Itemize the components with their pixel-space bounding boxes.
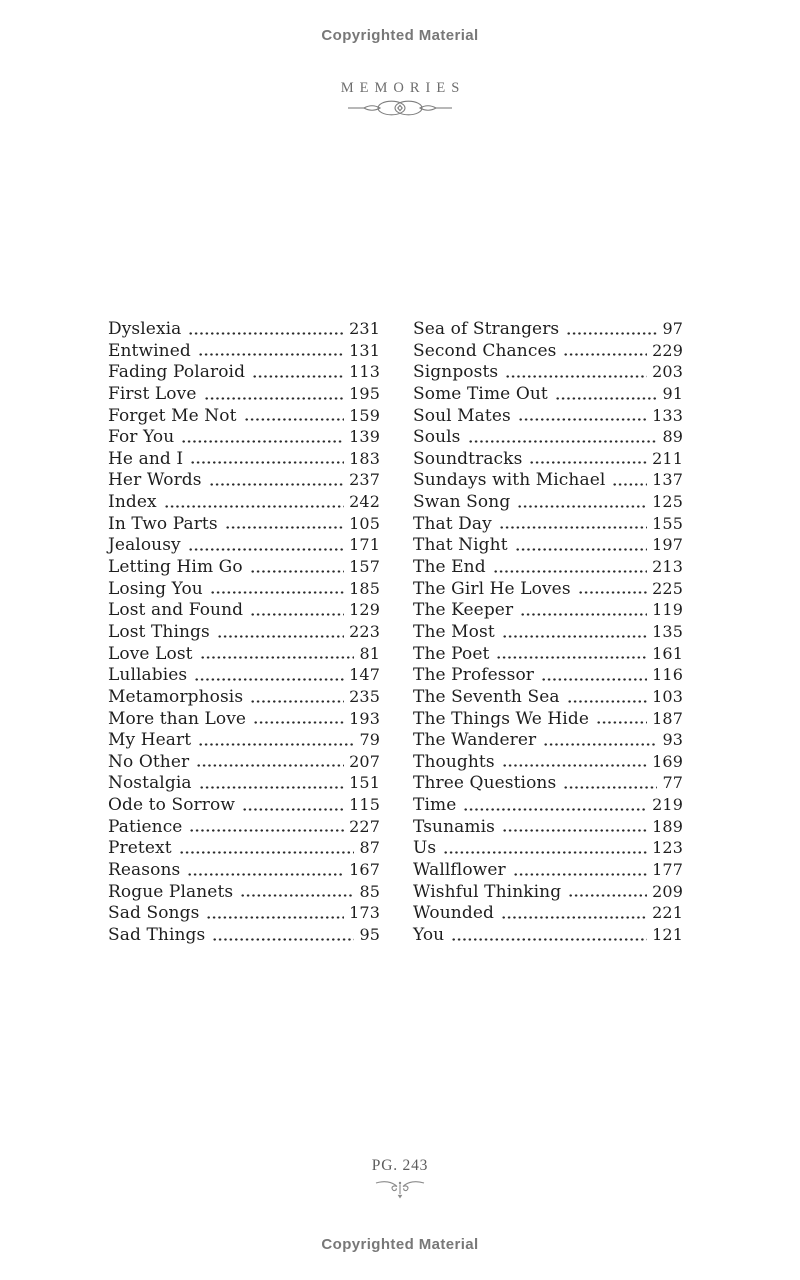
toc-entry-title: You <box>413 924 445 945</box>
toc-right-column <box>413 318 683 946</box>
toc-entry <box>413 881 683 903</box>
toc-entry-title: No Other <box>108 751 190 772</box>
toc-entry-page: 159 <box>349 405 380 425</box>
toc-entry-title: In Two Parts <box>108 513 218 534</box>
dot-leader <box>612 483 647 486</box>
toc-entry <box>108 772 380 794</box>
toc-entry-title: Thoughts <box>413 751 495 772</box>
toc-entry-page: 193 <box>349 708 380 728</box>
toc-entry-title: The Wanderer <box>413 730 537 751</box>
toc-entry-page: 103 <box>652 686 683 706</box>
dot-leader <box>200 656 355 659</box>
toc-entry-page: 227 <box>349 816 380 836</box>
toc-entry-title: Wounded <box>413 903 494 924</box>
toc-entry-page: 87 <box>359 838 380 858</box>
toc-entry-page: 79 <box>359 730 380 750</box>
toc-entry <box>108 621 380 643</box>
book-header <box>0 77 800 97</box>
toc-entry-title: Swan Song <box>413 492 511 513</box>
toc-entry <box>108 794 380 816</box>
toc-entry-page: 242 <box>349 492 380 512</box>
toc-entry-title: Jealousy <box>108 535 181 556</box>
dot-leader <box>210 591 344 594</box>
toc-entry-page: 123 <box>652 838 683 858</box>
dot-leader <box>567 700 648 703</box>
toc-entry-title: Wishful Thinking <box>413 881 562 902</box>
toc-entry <box>413 513 683 535</box>
toc-entry-title: The Seventh Sea <box>413 686 560 707</box>
dot-leader <box>541 678 647 681</box>
dot-leader <box>517 505 647 508</box>
dot-leader <box>520 613 647 616</box>
toc-entry-page: 213 <box>652 557 683 577</box>
toc-entry <box>108 729 380 751</box>
toc-entry-page: 157 <box>349 557 380 577</box>
toc-entry-title: For You <box>108 427 175 448</box>
toc-entry <box>413 448 683 470</box>
page-number-label: PG. 243 <box>371 1157 429 1174</box>
toc-entry <box>413 318 683 340</box>
toc-entry <box>413 599 683 621</box>
toc-entry <box>413 534 683 556</box>
toc-entry-page: 237 <box>349 470 380 490</box>
dot-leader <box>543 743 657 746</box>
dot-leader <box>563 786 657 789</box>
toc-entry-page: 161 <box>652 643 683 663</box>
toc-entry <box>413 729 683 751</box>
dot-leader <box>501 916 647 919</box>
toc-entry <box>108 340 380 362</box>
toc-left-column <box>108 318 380 946</box>
toc-entry <box>108 318 380 340</box>
toc-entry <box>413 664 683 686</box>
toc-entry-title: Us <box>413 838 437 859</box>
dot-leader <box>596 721 647 724</box>
dot-leader <box>206 916 344 919</box>
toc-entry-page: 221 <box>652 903 683 923</box>
dot-leader <box>463 808 647 811</box>
toc-entry-title: Ode to Sorrow <box>108 795 235 816</box>
toc-entry-title: More than Love <box>108 708 247 729</box>
toc-entry <box>413 751 683 773</box>
toc-entry-title: The Girl He Loves <box>413 578 571 599</box>
toc-entry-page: 105 <box>349 513 380 533</box>
toc-entry-title: He and I <box>108 448 184 469</box>
toc-entry-page: 171 <box>349 535 380 555</box>
dot-leader <box>502 764 647 767</box>
dot-leader <box>568 894 647 897</box>
toc-entry <box>413 859 683 881</box>
toc-entry-title: Wallflower <box>413 860 506 881</box>
toc-entry <box>108 383 380 405</box>
toc-entry-title: The Most <box>413 621 495 642</box>
toc-entry <box>108 859 380 881</box>
toc-entry <box>108 448 380 470</box>
toc-entry <box>413 340 683 362</box>
toc-entry-page: 85 <box>359 881 380 901</box>
toc-entry <box>108 902 380 924</box>
toc-entry-page: 231 <box>349 319 380 338</box>
toc-entry <box>413 902 683 924</box>
toc-entry-page: 113 <box>349 362 380 382</box>
dot-leader <box>190 461 344 464</box>
toc-entry <box>413 643 683 665</box>
toc-entry <box>413 469 683 491</box>
dot-leader <box>217 635 344 638</box>
toc-entry-page: 121 <box>652 924 683 944</box>
infinity-flourish-icon <box>348 96 452 120</box>
toc-entry <box>108 491 380 513</box>
toc-entry-page: 167 <box>349 860 380 880</box>
toc-entry-page: 185 <box>349 578 380 598</box>
toc-entry-title: Patience <box>108 816 183 837</box>
toc-entry-title: Second Chances <box>413 340 557 361</box>
toc-entry-page: 137 <box>652 470 683 490</box>
toc-entry-title: Letting Him Go <box>108 557 243 578</box>
dot-leader <box>563 353 647 356</box>
toc-entry-page: 209 <box>652 881 683 901</box>
dot-leader <box>493 570 647 573</box>
toc-entry-page: 203 <box>652 362 683 382</box>
dot-leader <box>181 440 344 443</box>
toc-entry-title: Souls <box>413 427 461 448</box>
toc-entry <box>108 708 380 730</box>
toc-entry-title: Losing You <box>108 578 203 599</box>
dot-leader <box>198 743 354 746</box>
dot-leader <box>189 829 344 832</box>
toc-entry <box>108 405 380 427</box>
dot-leader <box>252 375 344 378</box>
toc-entry <box>108 599 380 621</box>
dot-leader <box>196 764 344 767</box>
toc-entry-page: 147 <box>349 665 380 685</box>
toc-entry <box>108 578 380 600</box>
dot-leader <box>443 851 647 854</box>
toc-entry <box>413 361 683 383</box>
dot-leader <box>198 353 344 356</box>
toc-entry <box>413 794 683 816</box>
toc-entry-title: The Poet <box>413 643 490 664</box>
toc-entry-title: Sea of Strangers <box>413 319 560 339</box>
dot-leader <box>199 786 345 789</box>
toc-entry-title: Love Lost <box>108 643 193 664</box>
toc-entry-title: Soundtracks <box>413 448 523 469</box>
toc-entry <box>108 881 380 903</box>
toc-entry-page: 115 <box>349 795 380 815</box>
dot-leader <box>515 548 648 551</box>
toc-entry-title: The Professor <box>413 665 535 686</box>
dot-leader <box>179 851 355 854</box>
dot-leader <box>204 397 345 400</box>
toc-entry-page: 195 <box>349 383 380 403</box>
toc-entry-title: Time <box>413 795 457 816</box>
toc-entry-title: That Night <box>413 535 508 556</box>
dot-leader <box>209 483 345 486</box>
toc-entry <box>413 837 683 859</box>
toc-entry-page: 139 <box>349 427 380 447</box>
toc-entry-page: 133 <box>652 405 683 425</box>
toc-entry-page: 211 <box>652 448 683 468</box>
toc-entry-title: The Keeper <box>413 600 514 621</box>
toc-entry-page: 173 <box>349 903 380 923</box>
toc-entry <box>108 361 380 383</box>
toc-entry-page: 151 <box>349 773 380 793</box>
dot-leader <box>225 526 344 529</box>
dot-leader <box>250 570 344 573</box>
dot-leader <box>505 375 647 378</box>
toc-entry <box>413 816 683 838</box>
dot-leader <box>529 461 647 464</box>
dot-leader <box>468 440 658 443</box>
toc-entry <box>413 556 683 578</box>
dot-leader <box>555 397 658 400</box>
toc-entry-title: Metamorphosis <box>108 686 244 707</box>
toc-entry-title: Fading Polaroid <box>108 362 246 383</box>
toc-entry-page: 89 <box>662 427 683 447</box>
toc-entry <box>108 816 380 838</box>
footer-fleuron-wrap <box>0 1178 800 1200</box>
toc-entry-title: The End <box>413 557 486 578</box>
toc-entry-page: 97 <box>662 319 683 338</box>
toc-entry-page: 207 <box>349 751 380 771</box>
toc-entry <box>108 924 380 946</box>
dot-leader <box>513 873 647 876</box>
toc-entry <box>413 708 683 730</box>
dot-leader <box>496 656 647 659</box>
dot-leader <box>518 418 647 421</box>
dot-leader <box>244 418 345 421</box>
dot-leader <box>566 332 657 335</box>
toc-entry-title: Soul Mates <box>413 405 511 426</box>
toc-entry-title: Lost and Found <box>108 600 244 621</box>
toc-entry-title: Dyslexia <box>108 319 182 339</box>
toc-entry <box>413 426 683 448</box>
toc-entry <box>413 578 683 600</box>
copyright-notice-bottom: Copyrighted Material <box>321 1236 479 1253</box>
toc-entry-page: 229 <box>652 340 683 360</box>
toc-entry-page: 223 <box>349 621 380 641</box>
toc-entry <box>413 772 683 794</box>
dot-leader <box>451 938 647 941</box>
dot-leader <box>502 635 647 638</box>
toc-entry-title: Reasons <box>108 860 181 881</box>
dot-leader <box>253 721 344 724</box>
table-of-contents <box>108 318 683 946</box>
toc-entry-title: The Things We Hide <box>413 708 589 729</box>
toc-entry-title: Sad Songs <box>108 903 200 924</box>
toc-entry-title: Sundays with Michael <box>413 470 606 491</box>
toc-entry-title: Lullabies <box>108 665 188 686</box>
toc-entry-title: Forget Me Not <box>108 405 237 426</box>
toc-entry-page: 225 <box>652 578 683 598</box>
toc-entry-title: Pretext <box>108 838 172 859</box>
toc-entry <box>108 664 380 686</box>
toc-entry-page: 219 <box>652 795 683 815</box>
toc-entry-title: Signposts <box>413 362 499 383</box>
toc-entry-page: 129 <box>349 600 380 620</box>
toc-entry-page: 169 <box>652 751 683 771</box>
dot-leader <box>187 873 344 876</box>
toc-entry-title: Sad Things <box>108 924 206 945</box>
dot-leader <box>188 548 344 551</box>
toc-entry-page: 183 <box>349 448 380 468</box>
toc-entry-title: Tsunamis <box>413 816 495 837</box>
book-title: MEMORIES <box>340 80 466 96</box>
toc-entry-page: 77 <box>662 773 683 793</box>
toc-entry <box>108 426 380 448</box>
toc-entry-page: 125 <box>652 492 683 512</box>
toc-entry-title: Index <box>108 492 157 513</box>
toc-entry <box>108 534 380 556</box>
fleuron-icon <box>375 1178 425 1200</box>
toc-entry <box>108 686 380 708</box>
dot-leader <box>250 613 344 616</box>
copyright-notice-top: Copyrighted Material <box>321 27 479 44</box>
toc-entry-title: My Heart <box>108 730 192 751</box>
toc-entry-title: Some Time Out <box>413 383 548 404</box>
toc-entry-title: Lost Things <box>108 621 210 642</box>
toc-entry-page: 81 <box>359 643 380 663</box>
toc-entry-title: Rogue Planets <box>108 881 234 902</box>
toc-entry <box>108 469 380 491</box>
toc-entry-page: 131 <box>349 340 380 360</box>
toc-entry <box>108 751 380 773</box>
toc-entry <box>413 405 683 427</box>
toc-entry-page: 95 <box>359 924 380 944</box>
toc-entry <box>413 491 683 513</box>
toc-entry-page: 197 <box>652 535 683 555</box>
dot-leader <box>212 938 354 941</box>
toc-entry <box>108 556 380 578</box>
toc-entry-page: 119 <box>652 600 683 620</box>
dot-leader <box>242 808 344 811</box>
toc-entry-page: 177 <box>652 860 683 880</box>
toc-entry-page: 91 <box>662 383 683 403</box>
toc-entry <box>413 686 683 708</box>
toc-entry <box>413 383 683 405</box>
toc-entry-title: That Day <box>413 513 492 534</box>
dot-leader <box>164 505 344 508</box>
dot-leader <box>188 332 344 335</box>
dot-leader <box>502 829 647 832</box>
dot-leader <box>240 894 354 897</box>
toc-entry-page: 189 <box>652 816 683 836</box>
dot-leader <box>578 591 648 594</box>
toc-entry-title: Three Questions <box>413 773 557 794</box>
toc-entry <box>413 924 683 946</box>
toc-entry-page: 93 <box>662 730 683 750</box>
toc-entry-title: Nostalgia <box>108 773 192 794</box>
dot-leader <box>499 526 647 529</box>
header-flourish-wrap <box>0 96 800 120</box>
toc-entry <box>108 513 380 535</box>
toc-entry-page: 116 <box>652 665 683 685</box>
toc-entry <box>108 837 380 859</box>
toc-entry-title: Her Words <box>108 470 202 491</box>
dot-leader <box>250 700 344 703</box>
toc-entry <box>108 643 380 665</box>
toc-entry <box>413 621 683 643</box>
toc-entry-page: 187 <box>652 708 683 728</box>
toc-entry-page: 235 <box>349 686 380 706</box>
toc-entry-page: 135 <box>652 621 683 641</box>
toc-entry-page: 155 <box>652 513 683 533</box>
toc-entry-title: Entwined <box>108 340 191 361</box>
dot-leader <box>194 678 344 681</box>
toc-entry-title: First Love <box>108 383 197 404</box>
